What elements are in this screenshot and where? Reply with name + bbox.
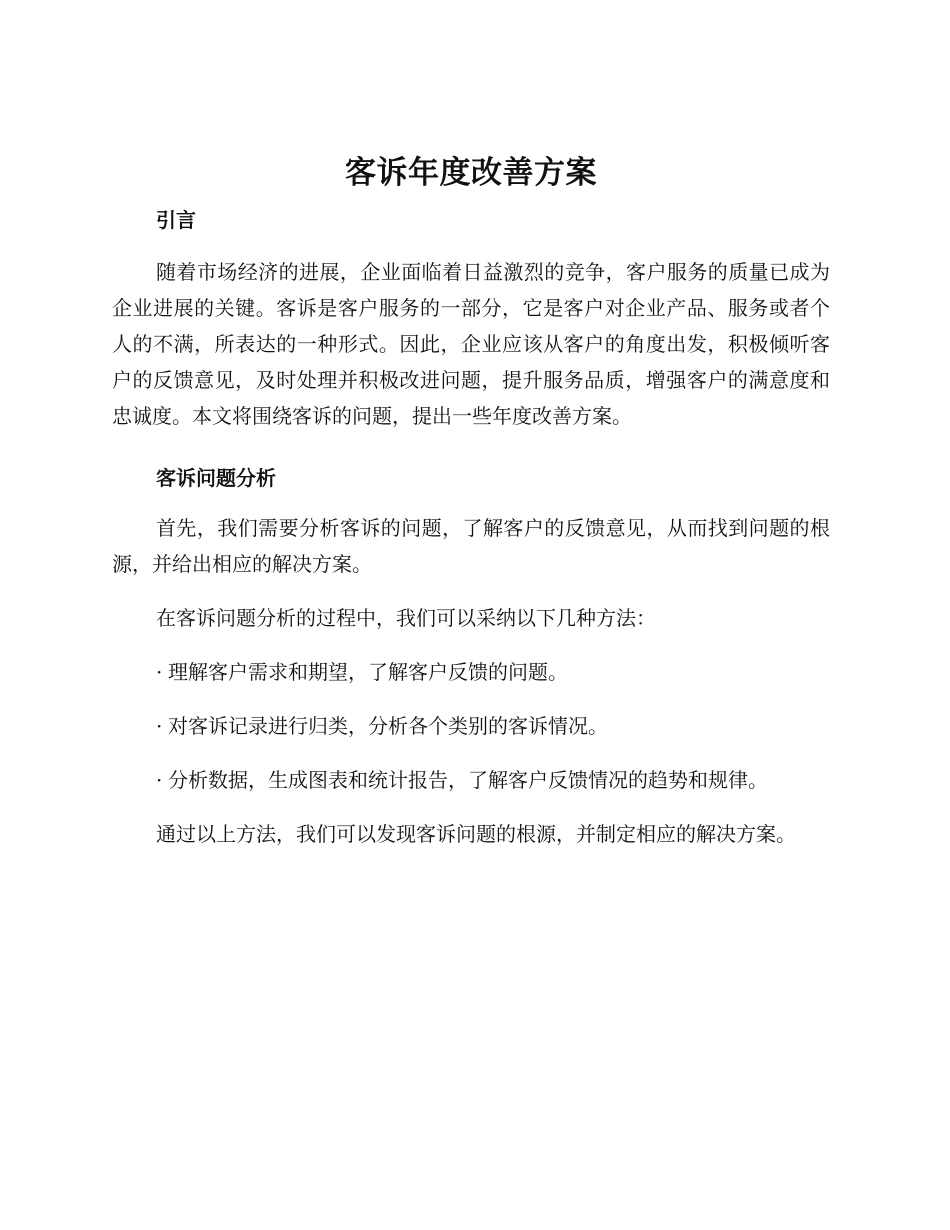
list-item [112, 762, 830, 798]
section-heading-analysis: 客诉问题分析 [156, 466, 276, 490]
list-item [112, 708, 830, 744]
analysis-paragraph: 首先，我们需要分析客诉的问题，了解客户的反馈意见，从而找到问题的根源，并给出相应的解决方案。 [112, 516, 830, 576]
bullet-marker: · [156, 714, 163, 738]
closing-paragraph: 通过以上方法，我们可以发现客诉问题的根源，并制定相应的解决方案。 [156, 822, 796, 846]
methods-intro-paragraph: 在客诉问题分析的过程中，我们可以采纳以下几种方法： [156, 606, 656, 630]
list-item [112, 654, 830, 690]
document-body [112, 150, 830, 852]
bullet-marker: · [156, 768, 163, 792]
list-item-text: 分析数据，生成图表和统计报告，了解客户反馈情况的趋势和规律。 [168, 768, 768, 792]
section-heading-introduction: 引言 [156, 208, 196, 232]
bullet-marker: · [156, 660, 163, 684]
introduction-paragraph: 随着市场经济的进展，企业面临着日益激烈的竞争，客户服务的质量已成为企业进展的关键。客诉是客户服务的一部分，它是客户对企业产品、服务或者个人的不满，所表达的一种形式。因此，企业应该从客户的角度出发，积极倾听客户的反馈意见，及时处理并积极改进问题，提升服务品质，增强客户的满意度和忠诚度。本文将围绕客诉的问题，提出一些年度改善方案。 [112, 260, 830, 428]
list-item-text: 对客诉记录进行归类，分析各个类别的客诉情况。 [168, 714, 608, 738]
list-item-text: 理解客户需求和期望，了解客户反馈的问题。 [168, 660, 568, 684]
document-title: 客诉年度改善方案 [345, 155, 597, 191]
